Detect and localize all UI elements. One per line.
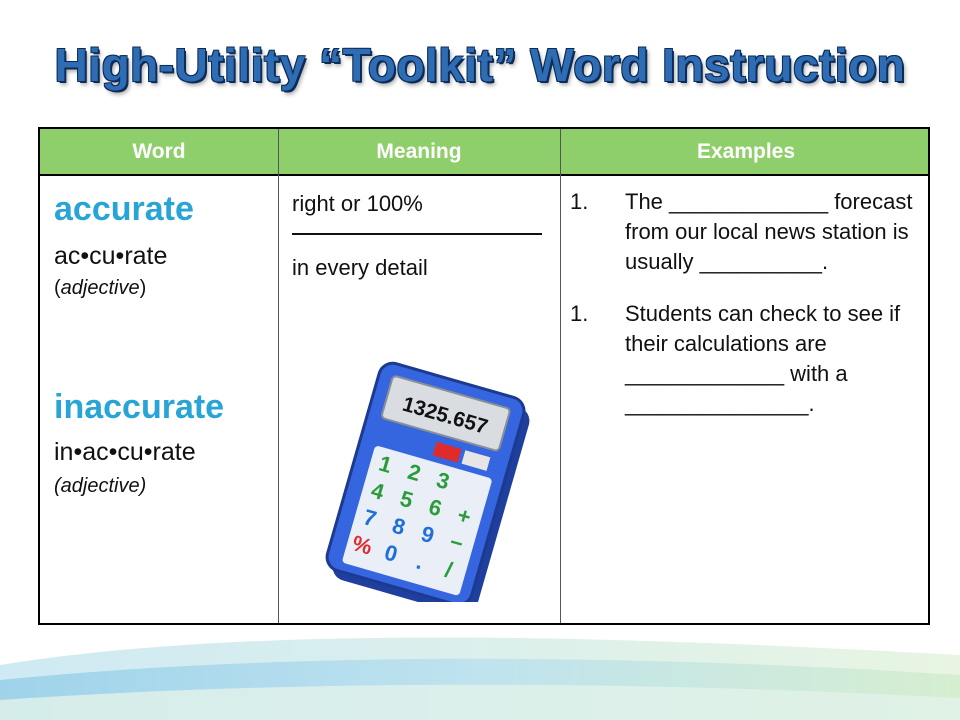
svg-text:3: 3 — [433, 467, 453, 495]
svg-text:5: 5 — [397, 485, 416, 514]
part-of-speech-inaccurate: (adjective) — [54, 475, 147, 497]
word-column — [54, 187, 274, 501]
example-number: 1. — [570, 301, 589, 326]
examples-column — [570, 187, 920, 419]
svg-text:4: 4 — [368, 477, 388, 505]
svg-text:%: % — [349, 530, 376, 560]
svg-text:−: − — [446, 529, 467, 557]
svg-text:7: 7 — [360, 504, 380, 532]
word-table — [38, 127, 930, 625]
part-of-speech-accurate: (adjective) — [54, 277, 147, 299]
column-divider — [278, 129, 279, 623]
example-text: Students can check to see if their calculations are _____________ with a _______________. — [625, 301, 901, 416]
svg-text:1: 1 — [376, 450, 395, 478]
example-number: 1. — [570, 189, 589, 214]
calculator-icon — [308, 357, 548, 602]
column-divider — [560, 129, 561, 623]
svg-text:9: 9 — [418, 520, 438, 549]
slide-title: High-Utility “Toolkit” Word Instruction — [54, 39, 906, 91]
svg-text:2: 2 — [404, 458, 424, 487]
word-inaccurate: inaccurate — [54, 388, 225, 426]
syllables-accurate: ac•cu•rate — [54, 242, 168, 270]
svg-text:6: 6 — [426, 493, 445, 522]
svg-text:/: / — [442, 556, 456, 583]
svg-text:+: + — [454, 502, 474, 530]
word-accurate: accurate — [54, 190, 194, 228]
decorative-wave — [0, 620, 960, 720]
header-meaning: Meaning — [376, 140, 462, 163]
table-header-row — [40, 129, 928, 176]
syllables-inaccurate: in•ac•cu•rate — [54, 438, 196, 466]
meaning-line-1: right or 100% — [292, 191, 423, 216]
header-word: Word — [132, 140, 186, 163]
svg-text:8: 8 — [389, 512, 409, 540]
meaning-line-2: in every detail — [292, 255, 428, 280]
example-item — [570, 187, 920, 277]
header-examples: Examples — [696, 140, 796, 163]
calculator-display: 1325.657 — [399, 392, 491, 439]
svg-text:0: 0 — [381, 539, 401, 567]
fill-in-blank — [292, 233, 542, 235]
example-text: The _____________ forecast from our local news station is usually __________. — [625, 189, 913, 274]
example-item — [570, 299, 920, 419]
meaning-column — [292, 189, 552, 283]
svg-text:.: . — [413, 548, 427, 575]
